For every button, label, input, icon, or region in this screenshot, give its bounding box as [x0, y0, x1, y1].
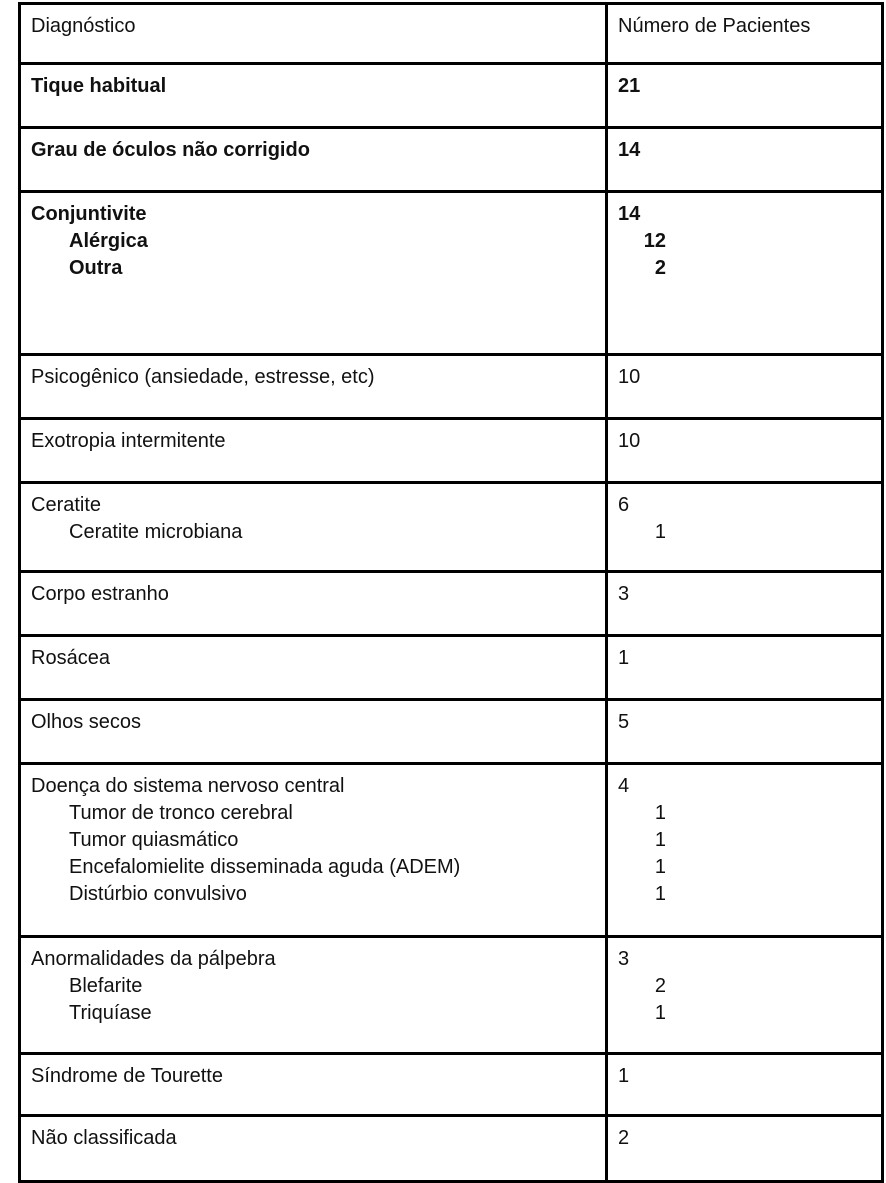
diagnosis-label: Psicogênico (ansiedade, estresse, etc) [31, 366, 375, 388]
header-diagnosis [20, 4, 607, 64]
patient-count: 10 [618, 366, 641, 388]
count-cell [607, 355, 883, 419]
diagnosis-label: Olhos secos [31, 711, 142, 733]
patient-count: 14 [618, 203, 641, 225]
table-row-nao-classificada [20, 1116, 883, 1182]
header-diagnosis-label: Diagnóstico [31, 15, 136, 37]
count-cell [607, 636, 883, 700]
diagnosis-cell [20, 1116, 607, 1182]
sub-count-line [618, 973, 871, 1000]
count-cell [607, 764, 883, 937]
sub-diagnosis-label: Ceratite microbiana [69, 521, 243, 543]
sub-patient-count: 1 [654, 856, 666, 878]
patient-count: 1 [618, 647, 630, 669]
sub-diagnosis-label: Outra [69, 257, 123, 279]
sub-patient-count: 2 [654, 975, 666, 997]
sub-diagnosis-label: Triquíase [69, 1002, 152, 1024]
patient-count: 14 [618, 139, 641, 161]
header-patients-label: Número de Pacientes [618, 15, 811, 37]
count-cell [607, 483, 883, 572]
diagnosis-label: Exotropia intermitente [31, 430, 226, 452]
diagnosis-cell [20, 64, 607, 128]
table-row-sindrome-tourette [20, 1054, 883, 1116]
patient-count: 21 [618, 75, 641, 97]
diagnosis-cell [20, 192, 607, 355]
table-row-anormalidades-palpebra [20, 937, 883, 1054]
diagnosis-label: Rosácea [31, 647, 110, 669]
patient-count: 1 [618, 1065, 630, 1087]
patient-count: 4 [618, 775, 630, 797]
diagnosis-cell [20, 572, 607, 636]
diagnosis-label: Ceratite [31, 494, 102, 516]
count-cell [607, 128, 883, 192]
table-header-row [20, 4, 883, 64]
sub-patient-count: 1 [654, 883, 666, 905]
diagnosis-cell [20, 419, 607, 483]
sub-count-line [618, 800, 871, 827]
sub-count-line [618, 881, 871, 908]
diagnosis-label: Conjuntivite [31, 203, 147, 225]
sub-patient-count: 2 [654, 257, 666, 279]
diagnosis-cell [20, 483, 607, 572]
diagnosis-cell [20, 1054, 607, 1116]
patient-count: 6 [618, 494, 630, 516]
patient-count: 3 [618, 583, 630, 605]
diagnosis-cell [20, 937, 607, 1054]
table-row-corpo-estranho [20, 572, 883, 636]
table-row-psicogenico [20, 355, 883, 419]
table-row-grau-de-oculos [20, 128, 883, 192]
diagnosis-label: Tique habitual [31, 75, 167, 97]
sub-patient-count: 1 [654, 829, 666, 851]
diagnosis-cell [20, 636, 607, 700]
diagnosis-label: Corpo estranho [31, 583, 169, 605]
table-row-tique-habitual [20, 64, 883, 128]
count-cell [607, 937, 883, 1054]
count-cell [607, 192, 883, 355]
diagnosis-cell [20, 128, 607, 192]
diagnosis-table [18, 2, 884, 1183]
sub-count-line [618, 255, 871, 282]
count-cell [607, 1116, 883, 1182]
header-patients [607, 4, 883, 64]
count-cell [607, 1054, 883, 1116]
sub-count-line [618, 1000, 871, 1027]
diagnosis-cell [20, 355, 607, 419]
count-cell [607, 700, 883, 764]
sub-diagnosis-label: Blefarite [69, 975, 143, 997]
diagnosis-label: Síndrome de Tourette [31, 1065, 223, 1087]
table-row-conjuntivite [20, 192, 883, 355]
table-row-exotropia [20, 419, 883, 483]
sub-diagnosis-label: Encefalomielite disseminada aguda (ADEM) [69, 856, 461, 878]
count-cell [607, 572, 883, 636]
sub-patient-count: 1 [654, 802, 666, 824]
patient-count: 5 [618, 711, 630, 733]
sub-count-line [618, 854, 871, 881]
sub-count-line [618, 827, 871, 854]
table-row-olhos-secos [20, 700, 883, 764]
sub-diagnosis-label: Tumor quiasmático [69, 829, 239, 851]
table-row-rosacea [20, 636, 883, 700]
table-row-doenca-snc [20, 764, 883, 937]
diagnosis-cell [20, 764, 607, 937]
sub-patient-count: 1 [654, 521, 666, 543]
sub-count-line [618, 228, 871, 255]
diagnosis-cell [20, 700, 607, 764]
sub-diagnosis-label: Alérgica [69, 230, 148, 252]
patient-count: 2 [618, 1127, 630, 1149]
sub-patient-count: 1 [654, 1002, 666, 1024]
patient-count: 10 [618, 430, 641, 452]
table-row-ceratite [20, 483, 883, 572]
diagnosis-label: Anormalidades da pálpebra [31, 948, 276, 970]
sub-patient-count: 12 [643, 230, 666, 252]
diagnosis-label: Grau de óculos não corrigido [31, 139, 310, 161]
count-cell [607, 419, 883, 483]
diagnosis-label: Doença do sistema nervoso central [31, 775, 345, 797]
sub-count-line [618, 519, 871, 546]
count-cell [607, 64, 883, 128]
sub-diagnosis-label: Tumor de tronco cerebral [69, 802, 293, 824]
patient-count: 3 [618, 948, 630, 970]
diagnosis-label: Não classificada [31, 1127, 177, 1149]
sub-diagnosis-label: Distúrbio convulsivo [69, 883, 247, 905]
